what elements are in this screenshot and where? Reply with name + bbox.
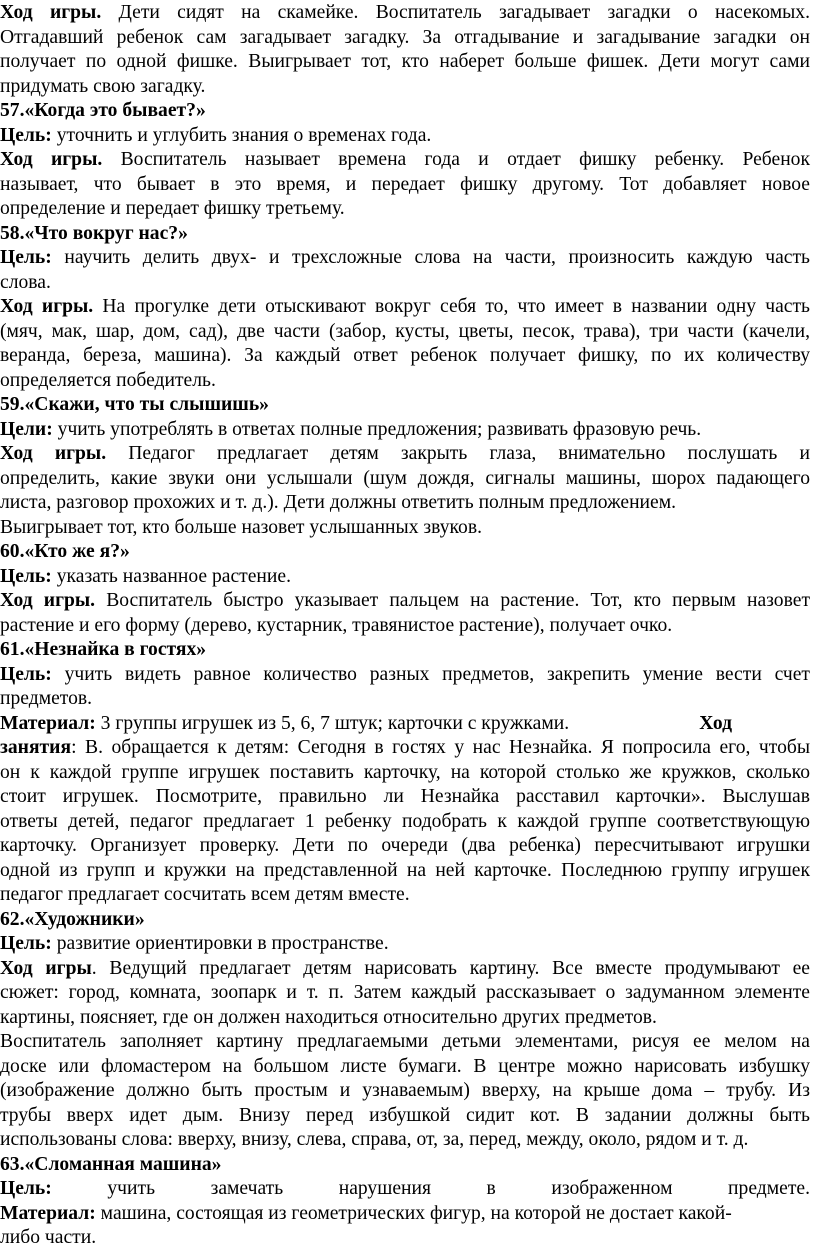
text-line [0,981,810,1005]
text-line [0,1104,810,1128]
text-line [0,442,810,466]
text-line [0,761,810,785]
text-line [0,50,810,74]
body-text: развитие ориентировки в пространстве. [51,933,389,954]
text-line [0,908,145,932]
text-line [0,344,810,368]
body-text: определяется победитель. [0,369,216,391]
text-line [0,295,810,319]
body-text: определение и передает фишку третьему. [0,198,345,219]
bold-label: 57.«Когда это бывает?» [0,100,206,121]
text-line [0,834,810,858]
bold-label: 60.«Кто же я?» [0,541,130,562]
body-text: предметов. [0,688,93,709]
text-line [0,393,269,417]
body-text: указать названное растение. [51,565,291,587]
text-line [0,883,410,907]
text-line [0,1177,810,1201]
text-line [0,271,51,295]
text-line [0,99,206,123]
text-line [0,26,810,50]
body-text: : В. обращается к детям: Сегодня в гостях у нас Незнайка. Я попросила его, чтобы [71,737,810,758]
body-text: одной из групп и кружки на представленной на ней карточке. Последнюю группу игрушек [0,859,810,881]
bold-label: Цели: [0,418,53,440]
text-line [0,1079,810,1103]
body-text: учить употреблять в ответах полные предложения; развивать фразовую речь. [52,418,702,440]
bold-label: Цель: [0,933,52,954]
text-line [0,197,345,221]
text-line [0,1,810,25]
bold-label: Материал: [0,712,96,734]
body-text: (изображение должно быть простым и узнаваемым) вверху, на крыше дома – трубу. Из [0,1080,810,1101]
text-line [0,540,130,564]
text-line [0,614,672,638]
text-line [0,1055,810,1079]
body-text: уточнить и углубить знания о временах года. [51,124,432,146]
body-text: 3 группы игрушек из 5, 6, 7 штук; карточки с кружками. [95,712,570,734]
body-text: На прогулке дети отыскивают вокруг себя то, что имеет в названии одну часть [93,296,810,317]
text-line [0,222,188,246]
body-text: Воспитатель называет времена года и отдает фишку ребенку. Ребенок [102,149,810,170]
body-text: учить видеть равное количество разных предметов, закрепить умение вести счет [51,663,810,685]
body-text: педагог предлагает сосчитать всем детям вместе. [0,884,410,905]
text-line [0,932,389,956]
text-line [0,638,206,662]
bold-label: Цель: [0,247,52,268]
text-line [0,1030,810,1054]
text-line [0,712,810,736]
body-text: получает по одной фишке. Выигрывает тот, кто наберет больше фишек. Дети могут сами [0,51,810,72]
bold-label: Ход игры [0,957,92,979]
body-text: картины, поясняет, где он должен находиться относительно других предметов. [0,1006,657,1028]
text-line [0,148,810,172]
body-text: либо части. [0,1227,97,1248]
text-line [0,589,810,613]
text-line [0,1006,657,1030]
text-line [0,173,810,197]
text-line [0,1202,732,1226]
bold-label: Цель: [0,565,52,587]
text-line [0,810,810,834]
body-text: называет, что бывает в это время, и передает фишку другому. Тот добавляет новое [0,173,810,195]
body-text: использованы слова: вверху, внизу, слева, справа, от, за, перед, между, около, рядом и т. д. [0,1129,749,1150]
text-line [0,369,216,393]
body-text: (мяч, мак, шар, дом, сад), две части (забор, кусты, цветы, песок, трава), три части (качели, [0,320,810,342]
bold-label: 59.«Скажи, что ты слышишь» [0,394,269,415]
body-text: веранда, береза, машина). За каждый ответ ребенок получает фишку, по их количеству [0,345,810,366]
body-text: слова. [0,271,51,293]
text-line [0,491,676,515]
bold-label: Ход игры. [0,443,107,464]
text-line [0,124,431,148]
body-text: Отгадавший ребенок сам загадывает загадку. За отгадывание и загадывание загадки он [0,26,810,48]
body-text: Выигрывает тот, кто больше назовет услышанных звуков. [0,516,482,538]
text-line [0,687,92,711]
body-text: Педагог предлагает детям закрыть глаза, внимательно послушать и [106,443,810,464]
text-line [0,418,701,442]
text-line [0,75,205,99]
text-line [0,246,810,270]
body-text: сюжет: город, комната, зоопарк и т. п. Затем каждый рассказывает о задуманном элементе [0,982,810,1003]
body-text: растение и его форму (дерево, кустарник, травянистое растение), получает очко. [0,614,673,636]
bold-label: Ход игры. [0,2,102,23]
bold-label: 58.«Что вокруг нас?» [0,222,188,244]
body-text: Воспитатель заполняет картину предлагаемыми детьми элементами, рисуя ее мелом на [0,1031,810,1052]
body-text: трубы вверх идет дым. Внизу перед избушкой сидит кот. В задании должны быть [0,1104,810,1126]
bold-label: Ход игры. [0,590,96,611]
body-text: стоит игрушек. Посмотрите, правильно ли Незнайка расставил карточки». Выслушав [0,786,810,807]
bold-label: занятия [0,737,72,758]
body-text: листа, разговор прохожих и т. д.). Дети должны ответить полным предложением. [0,492,677,513]
bold-label: Цель: [0,1178,52,1199]
body-text: . Ведущий предлагает детям нарисовать картину. Все вместе продумывают ее [91,957,810,979]
bold-label: Ход игры. [0,296,94,317]
bold-label: Цель: [0,124,52,146]
bold-label: 63.«Сломанная машина» [0,1153,222,1175]
body-text: доске или фломастером на большом листе бумаги. В центре можно нарисовать избушку [0,1055,810,1077]
body-text: ответы детей, педагог предлагает 1 ребенку подобрать к каждой группе соответствующую [0,810,810,832]
body-text: Дети сидят на скамейке. Воспитатель загадывает загадки о насекомых. [101,2,810,23]
bold-label: 62.«Художники» [0,908,145,930]
text-line [0,736,810,760]
text-line [0,1128,748,1152]
bold-label: Цель: [0,663,52,685]
body-text: определить, какие звуки они услышали (шум дождя, сигналы машины, шорох падающего [0,467,810,489]
text-line [0,663,810,687]
body-text: он к каждой группе игрушек поставить карточку, на которой столько же кружков, сколько [0,761,810,783]
text-line [0,516,482,540]
text-line [0,859,810,883]
bold-label: Материал: [0,1202,96,1224]
body-text: научить делить двух- и трехсложные слова на части, произносить каждую часть [51,247,810,268]
text-line [0,957,810,981]
body-text: учить замечать нарушения в изображенном предмете. [51,1178,810,1199]
text-line [0,1153,221,1177]
body-text: придумать свою загадку. [0,75,206,97]
text-line [0,320,810,344]
text-line [0,565,291,589]
body-text: Воспитатель быстро указывает пальцем на растение. Тот, кто первым назовет [95,590,811,611]
body-text: машина, состоящая из геометрических фигур, на которой не достает какой- [95,1202,732,1224]
body-text: карточку. Организует проверку. Дети по очереди (два ребенка) пересчитывают игрушки [0,835,810,856]
bold-label-right: Ход [699,712,732,734]
bold-label: Ход игры. [0,149,103,170]
bold-label: 61.«Незнайка в гостях» [0,639,207,660]
text-line [0,467,810,491]
text-line [0,785,810,809]
